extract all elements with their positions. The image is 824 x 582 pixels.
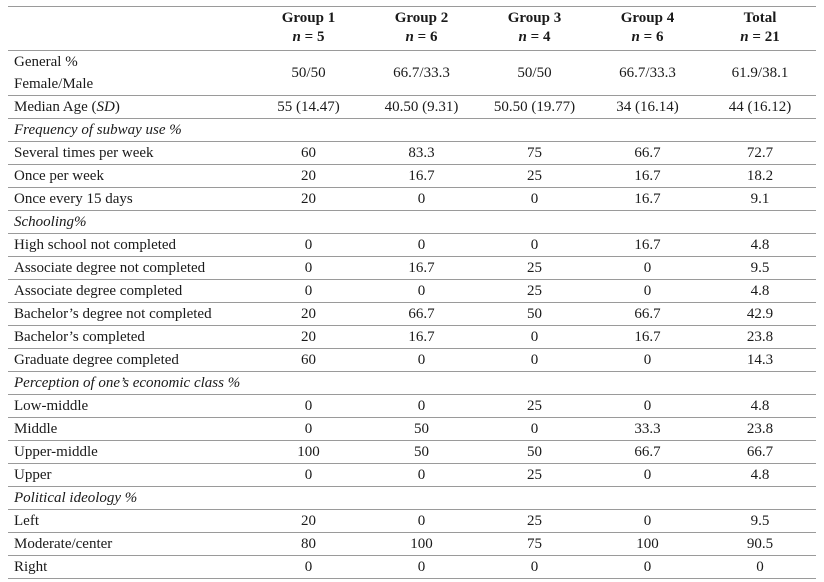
empty-cell	[478, 487, 591, 510]
header-n-value: = 21	[748, 29, 780, 45]
table-row	[8, 395, 816, 418]
table-cell: 20	[252, 326, 365, 349]
table-cell: 0	[478, 418, 591, 441]
table-cell: 0	[478, 188, 591, 211]
row-label: Moderate/center	[8, 533, 252, 556]
table-cell: 50.50 (19.77)	[478, 96, 591, 119]
header-n-value: = 6	[639, 29, 664, 45]
empty-cell	[365, 372, 478, 395]
empty-cell	[365, 487, 478, 510]
table-cell: 23.8	[704, 418, 816, 441]
table-cell: 66.7	[591, 303, 704, 326]
table-cell: 16.7	[591, 326, 704, 349]
table-cell: 0	[478, 234, 591, 257]
table-row	[8, 349, 816, 372]
general-label-line2: Female/Male	[14, 76, 94, 92]
section-title: Perception of one’s economic class %	[8, 372, 252, 395]
row-label: Middle	[8, 418, 252, 441]
section-header-row	[8, 119, 816, 142]
header-group-2	[365, 7, 478, 51]
table-cell: 25	[478, 280, 591, 303]
table-cell: 83.3	[365, 142, 478, 165]
table-cell: 61.9/38.1	[704, 51, 816, 96]
table-cell: 0	[591, 280, 704, 303]
row-label: Bachelor’s degree not completed	[8, 303, 252, 326]
row-label: Low-middle	[8, 395, 252, 418]
table-cell: 4.8	[704, 464, 816, 487]
table-cell: 16.7	[591, 188, 704, 211]
header-n-symbol: n	[405, 29, 414, 45]
table-cell: 60	[252, 142, 365, 165]
empty-cell	[252, 119, 365, 142]
table-cell: 33.3	[591, 418, 704, 441]
table-cell: 90.5	[704, 533, 816, 556]
table-cell: 16.7	[365, 257, 478, 280]
empty-cell	[591, 119, 704, 142]
header-n-value: = 5	[300, 29, 325, 45]
table-body	[8, 7, 816, 579]
row-label: Upper-middle	[8, 441, 252, 464]
table-cell: 0	[365, 556, 478, 579]
empty-cell	[252, 211, 365, 234]
table-cell: 4.8	[704, 234, 816, 257]
empty-cell	[365, 211, 478, 234]
table-row	[8, 441, 816, 464]
table-cell: 18.2	[704, 165, 816, 188]
row-label: Associate degree completed	[8, 280, 252, 303]
row-label: Graduate degree completed	[8, 349, 252, 372]
median-age-label-sd: SD	[96, 99, 115, 115]
header-n-symbol: n	[740, 29, 749, 45]
header-n-value: = 4	[526, 29, 551, 45]
table-cell: 0	[591, 464, 704, 487]
empty-cell	[591, 487, 704, 510]
header-row	[8, 7, 816, 51]
empty-cell	[478, 211, 591, 234]
table-cell: 66.7	[704, 441, 816, 464]
general-label-cell	[8, 51, 252, 96]
table-cell: 0	[252, 395, 365, 418]
table-cell: 75	[478, 142, 591, 165]
table-cell: 0	[478, 326, 591, 349]
table-cell: 20	[252, 303, 365, 326]
table-cell: 4.8	[704, 280, 816, 303]
table-cell: 50	[365, 418, 478, 441]
median-age-row	[8, 96, 816, 119]
table-cell: 25	[478, 464, 591, 487]
table-row	[8, 510, 816, 533]
table-cell: 0	[704, 556, 816, 579]
empty-cell	[704, 487, 816, 510]
empty-cell	[478, 119, 591, 142]
table-cell: 9.5	[704, 510, 816, 533]
table-cell: 0	[591, 349, 704, 372]
table-cell: 34 (16.14)	[591, 96, 704, 119]
table-cell: 0	[591, 395, 704, 418]
table-cell: 0	[591, 510, 704, 533]
header-n-symbol: n	[292, 29, 301, 45]
header-label: Group 1	[281, 10, 336, 26]
table-cell: 16.7	[365, 326, 478, 349]
table-cell: 0	[365, 234, 478, 257]
table-row	[8, 188, 816, 211]
header-label: Total	[743, 10, 777, 26]
table-cell: 66.7	[591, 441, 704, 464]
header-total	[704, 7, 816, 51]
row-label: Bachelor’s completed	[8, 326, 252, 349]
row-label: Several times per week	[8, 142, 252, 165]
row-label: High school not completed	[8, 234, 252, 257]
empty-cell	[478, 372, 591, 395]
table-cell: 80	[252, 533, 365, 556]
table-cell: 23.8	[704, 326, 816, 349]
empty-cell	[704, 119, 816, 142]
table-row	[8, 533, 816, 556]
table-row	[8, 303, 816, 326]
table-cell: 0	[478, 556, 591, 579]
table-cell: 25	[478, 510, 591, 533]
table-cell: 50/50	[252, 51, 365, 96]
section-header-row	[8, 372, 816, 395]
table-cell: 0	[365, 349, 478, 372]
table-cell: 0	[365, 464, 478, 487]
table-cell: 0	[252, 464, 365, 487]
row-label: Once per week	[8, 165, 252, 188]
table-cell: 100	[252, 441, 365, 464]
empty-cell	[365, 119, 478, 142]
table-cell: 40.50 (9.31)	[365, 96, 478, 119]
row-label: Right	[8, 556, 252, 579]
empty-cell	[591, 211, 704, 234]
section-header-row	[8, 211, 816, 234]
table-row	[8, 464, 816, 487]
table-cell: 25	[478, 165, 591, 188]
table-cell: 100	[591, 533, 704, 556]
header-group-3	[478, 7, 591, 51]
median-age-label-suffix: )	[114, 99, 120, 115]
header-n-value: = 6	[413, 29, 438, 45]
table-cell: 0	[252, 418, 365, 441]
table-row	[8, 165, 816, 188]
table-cell: 44 (16.12)	[704, 96, 816, 119]
table-cell: 25	[478, 395, 591, 418]
table-cell: 50	[365, 441, 478, 464]
table-row	[8, 280, 816, 303]
table-row	[8, 418, 816, 441]
table-cell: 0	[591, 257, 704, 280]
table-cell: 0	[591, 556, 704, 579]
table-cell: 16.7	[591, 165, 704, 188]
table-cell: 20	[252, 188, 365, 211]
header-group-4	[591, 7, 704, 51]
table-cell: 66.7	[591, 142, 704, 165]
table-cell: 55 (14.47)	[252, 96, 365, 119]
table-cell: 100	[365, 533, 478, 556]
median-age-label-prefix: Median Age (	[14, 99, 97, 115]
table-cell: 16.7	[365, 165, 478, 188]
general-label-line1: General %	[14, 54, 78, 70]
median-age-label-cell	[8, 96, 252, 119]
section-header-row	[8, 487, 816, 510]
table-cell: 66.7/33.3	[365, 51, 478, 96]
table-cell: 25	[478, 257, 591, 280]
section-title: Political ideology %	[8, 487, 252, 510]
row-label: Upper	[8, 464, 252, 487]
header-n-symbol: n	[631, 29, 640, 45]
table-cell: 50/50	[478, 51, 591, 96]
empty-cell	[591, 372, 704, 395]
header-empty-cell	[8, 7, 252, 51]
table-cell: 0	[365, 395, 478, 418]
table-row	[8, 556, 816, 579]
table-cell: 66.7	[365, 303, 478, 326]
table-cell: 0	[252, 280, 365, 303]
table-cell: 0	[365, 188, 478, 211]
section-title: Frequency of subway use %	[8, 119, 252, 142]
table-cell: 0	[365, 510, 478, 533]
table-row	[8, 326, 816, 349]
table-cell: 4.8	[704, 395, 816, 418]
header-n-symbol: n	[518, 29, 527, 45]
table-cell: 60	[252, 349, 365, 372]
table-cell: 9.5	[704, 257, 816, 280]
row-label: Once every 15 days	[8, 188, 252, 211]
header-label: Group 4	[620, 10, 675, 26]
table-cell: 42.9	[704, 303, 816, 326]
table-cell: 75	[478, 533, 591, 556]
empty-cell	[704, 211, 816, 234]
table-cell: 20	[252, 510, 365, 533]
table-row	[8, 257, 816, 280]
table-cell: 0	[252, 257, 365, 280]
table-cell: 0	[478, 349, 591, 372]
table-cell: 66.7/33.3	[591, 51, 704, 96]
table-cell: 14.3	[704, 349, 816, 372]
table-cell: 0	[365, 280, 478, 303]
empty-cell	[252, 487, 365, 510]
section-title: Schooling%	[8, 211, 252, 234]
empty-cell	[252, 372, 365, 395]
table-cell: 16.7	[591, 234, 704, 257]
general-row	[8, 51, 816, 96]
header-label: Group 3	[507, 10, 562, 26]
empty-cell	[704, 372, 816, 395]
header-group-1	[252, 7, 365, 51]
row-label: Associate degree not completed	[8, 257, 252, 280]
row-label: Left	[8, 510, 252, 533]
table-cell: 20	[252, 165, 365, 188]
table-row	[8, 142, 816, 165]
table-cell: 9.1	[704, 188, 816, 211]
table-cell: 72.7	[704, 142, 816, 165]
demographics-table	[8, 6, 816, 579]
table-cell: 0	[252, 234, 365, 257]
table-cell: 0	[252, 556, 365, 579]
header-label: Group 2	[394, 10, 449, 26]
table-cell: 50	[478, 441, 591, 464]
table-cell: 50	[478, 303, 591, 326]
table-row	[8, 234, 816, 257]
